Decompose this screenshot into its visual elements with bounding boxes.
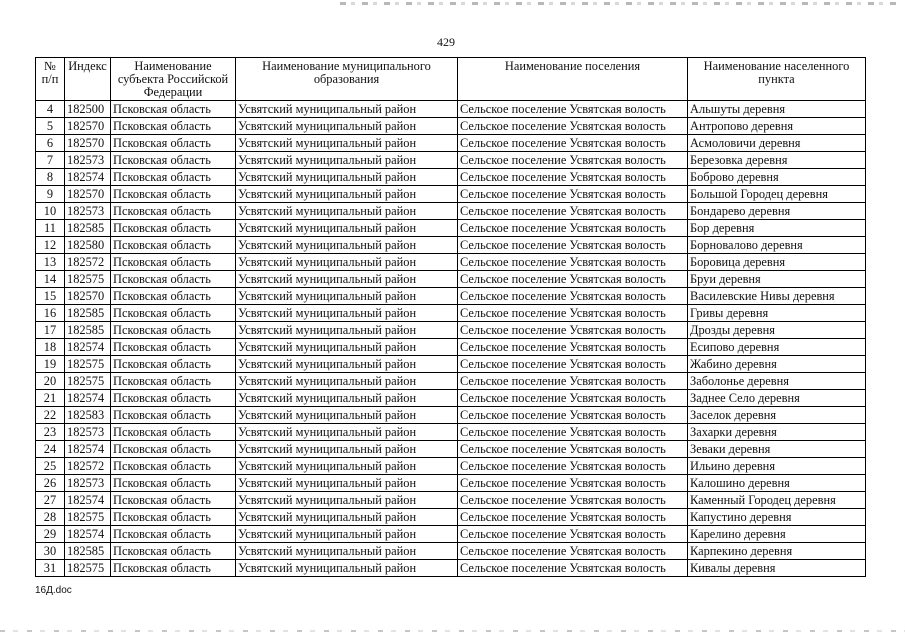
row-num: 9 bbox=[36, 186, 65, 203]
table-row bbox=[36, 492, 866, 509]
header-settlement: Наименование поселения bbox=[458, 58, 688, 101]
row-locality: Гривы деревня bbox=[688, 305, 866, 322]
row-subject: Псковская область bbox=[111, 152, 236, 169]
row-settlement: Сельское поселение Усвятская волость bbox=[458, 356, 688, 373]
row-num: 25 bbox=[36, 458, 65, 475]
row-locality: Василевские Нивы деревня bbox=[688, 288, 866, 305]
row-settlement: Сельское поселение Усвятская волость bbox=[458, 118, 688, 135]
table-header-row bbox=[36, 58, 866, 101]
row-index: 182583 bbox=[65, 407, 111, 424]
table-row bbox=[36, 220, 866, 237]
row-settlement: Сельское поселение Усвятская волость bbox=[458, 288, 688, 305]
header-locality: Наименование населенного пункта bbox=[688, 58, 866, 101]
row-settlement: Сельское поселение Усвятская волость bbox=[458, 169, 688, 186]
row-settlement: Сельское поселение Усвятская волость bbox=[458, 543, 688, 560]
row-locality: Захарки деревня bbox=[688, 424, 866, 441]
row-settlement: Сельское поселение Усвятская волость bbox=[458, 186, 688, 203]
row-subject: Псковская область bbox=[111, 186, 236, 203]
table-row bbox=[36, 271, 866, 288]
row-index: 182574 bbox=[65, 526, 111, 543]
row-num: 28 bbox=[36, 509, 65, 526]
header-index: Индекс bbox=[65, 58, 111, 101]
row-settlement: Сельское поселение Усвятская волость bbox=[458, 339, 688, 356]
row-index: 182575 bbox=[65, 356, 111, 373]
row-num: 24 bbox=[36, 441, 65, 458]
row-settlement: Сельское поселение Усвятская волость bbox=[458, 492, 688, 509]
row-locality: Калошино деревня bbox=[688, 475, 866, 492]
table-row bbox=[36, 407, 866, 424]
table-row bbox=[36, 356, 866, 373]
header-municipality: Наименование муниципального образования bbox=[236, 58, 458, 101]
row-locality: Большой Городец деревня bbox=[688, 186, 866, 203]
row-index: 182574 bbox=[65, 339, 111, 356]
row-municipality: Усвятский муниципальный район bbox=[236, 543, 458, 560]
row-settlement: Сельское поселение Усвятская волость bbox=[458, 373, 688, 390]
row-subject: Псковская область bbox=[111, 203, 236, 220]
row-settlement: Сельское поселение Усвятская волость bbox=[458, 407, 688, 424]
table-row bbox=[36, 169, 866, 186]
row-num: 12 bbox=[36, 237, 65, 254]
row-index: 182585 bbox=[65, 543, 111, 560]
row-settlement: Сельское поселение Усвятская волость bbox=[458, 271, 688, 288]
row-settlement: Сельское поселение Усвятская волость bbox=[458, 560, 688, 577]
row-index: 182570 bbox=[65, 118, 111, 135]
row-settlement: Сельское поселение Усвятская волость bbox=[458, 237, 688, 254]
row-subject: Псковская область bbox=[111, 509, 236, 526]
table-body bbox=[36, 101, 866, 577]
row-subject: Псковская область bbox=[111, 526, 236, 543]
row-settlement: Сельское поселение Усвятская волость bbox=[458, 390, 688, 407]
row-locality: Капустино деревня bbox=[688, 509, 866, 526]
row-subject: Псковская область bbox=[111, 135, 236, 152]
row-locality: Асмоловичи деревня bbox=[688, 135, 866, 152]
row-index: 182572 bbox=[65, 458, 111, 475]
row-subject: Псковская область bbox=[111, 288, 236, 305]
row-num: 6 bbox=[36, 135, 65, 152]
row-num: 7 bbox=[36, 152, 65, 169]
table-row bbox=[36, 339, 866, 356]
row-index: 182570 bbox=[65, 186, 111, 203]
row-index: 182575 bbox=[65, 271, 111, 288]
table-row bbox=[36, 135, 866, 152]
row-locality: Заселок деревня bbox=[688, 407, 866, 424]
row-locality: Карпекино деревня bbox=[688, 543, 866, 560]
row-index: 182573 bbox=[65, 424, 111, 441]
table-row bbox=[36, 458, 866, 475]
row-settlement: Сельское поселение Усвятская волость bbox=[458, 322, 688, 339]
row-municipality: Усвятский муниципальный район bbox=[236, 458, 458, 475]
row-locality: Бондарево деревня bbox=[688, 203, 866, 220]
row-municipality: Усвятский муниципальный район bbox=[236, 441, 458, 458]
table-row bbox=[36, 526, 866, 543]
row-municipality: Усвятский муниципальный район bbox=[236, 118, 458, 135]
row-subject: Псковская область bbox=[111, 254, 236, 271]
row-num: 31 bbox=[36, 560, 65, 577]
table-row bbox=[36, 152, 866, 169]
row-municipality: Усвятский муниципальный район bbox=[236, 475, 458, 492]
row-locality: Каменный Городец деревня bbox=[688, 492, 866, 509]
row-locality: Есипово деревня bbox=[688, 339, 866, 356]
row-num: 27 bbox=[36, 492, 65, 509]
row-locality: Альшуты деревня bbox=[688, 101, 866, 118]
row-municipality: Усвятский муниципальный район bbox=[236, 509, 458, 526]
row-municipality: Усвятский муниципальный район bbox=[236, 560, 458, 577]
row-municipality: Усвятский муниципальный район bbox=[236, 152, 458, 169]
row-municipality: Усвятский муниципальный район bbox=[236, 492, 458, 509]
row-settlement: Сельское поселение Усвятская волость bbox=[458, 101, 688, 118]
row-subject: Псковская область bbox=[111, 220, 236, 237]
row-municipality: Усвятский муниципальный район bbox=[236, 407, 458, 424]
row-subject: Псковская область bbox=[111, 118, 236, 135]
scan-artifact-top bbox=[340, 2, 900, 5]
row-num: 26 bbox=[36, 475, 65, 492]
row-municipality: Усвятский муниципальный район bbox=[236, 135, 458, 152]
row-subject: Псковская область bbox=[111, 373, 236, 390]
row-settlement: Сельское поселение Усвятская волость bbox=[458, 526, 688, 543]
row-settlement: Сельское поселение Усвятская волость bbox=[458, 203, 688, 220]
row-num: 8 bbox=[36, 169, 65, 186]
table-row bbox=[36, 118, 866, 135]
table-row bbox=[36, 288, 866, 305]
row-municipality: Усвятский муниципальный район bbox=[236, 254, 458, 271]
table-row bbox=[36, 509, 866, 526]
row-municipality: Усвятский муниципальный район bbox=[236, 373, 458, 390]
row-municipality: Усвятский муниципальный район bbox=[236, 526, 458, 543]
row-num: 21 bbox=[36, 390, 65, 407]
row-num: 23 bbox=[36, 424, 65, 441]
table-row bbox=[36, 101, 866, 118]
row-locality: Заднее Село деревня bbox=[688, 390, 866, 407]
header-subject: Наименование субъекта Российской Федерации bbox=[111, 58, 236, 101]
row-settlement: Сельское поселение Усвятская волость bbox=[458, 475, 688, 492]
row-subject: Псковская область bbox=[111, 441, 236, 458]
row-municipality: Усвятский муниципальный район bbox=[236, 237, 458, 254]
row-index: 182585 bbox=[65, 322, 111, 339]
row-subject: Псковская область bbox=[111, 390, 236, 407]
row-num: 29 bbox=[36, 526, 65, 543]
row-index: 182575 bbox=[65, 509, 111, 526]
row-subject: Псковская область bbox=[111, 458, 236, 475]
row-municipality: Усвятский муниципальный район bbox=[236, 424, 458, 441]
row-settlement: Сельское поселение Усвятская волость bbox=[458, 220, 688, 237]
row-index: 182580 bbox=[65, 237, 111, 254]
row-locality: Бор деревня bbox=[688, 220, 866, 237]
table-row bbox=[36, 543, 866, 560]
row-settlement: Сельское поселение Усвятская волость bbox=[458, 441, 688, 458]
table-row bbox=[36, 203, 866, 220]
row-subject: Псковская область bbox=[111, 322, 236, 339]
footer-filename: 16Д.doc bbox=[35, 585, 72, 596]
row-settlement: Сельское поселение Усвятская волость bbox=[458, 509, 688, 526]
row-num: 5 bbox=[36, 118, 65, 135]
row-subject: Псковская область bbox=[111, 237, 236, 254]
row-municipality: Усвятский муниципальный район bbox=[236, 203, 458, 220]
row-index: 182585 bbox=[65, 220, 111, 237]
row-index: 182573 bbox=[65, 203, 111, 220]
table-row bbox=[36, 322, 866, 339]
row-num: 18 bbox=[36, 339, 65, 356]
row-locality: Боровица деревня bbox=[688, 254, 866, 271]
table-row bbox=[36, 254, 866, 271]
row-settlement: Сельское поселение Усвятская волость bbox=[458, 424, 688, 441]
row-locality: Березовка деревня bbox=[688, 152, 866, 169]
row-subject: Псковская область bbox=[111, 560, 236, 577]
row-municipality: Усвятский муниципальный район bbox=[236, 305, 458, 322]
row-index: 182575 bbox=[65, 560, 111, 577]
row-subject: Псковская область bbox=[111, 424, 236, 441]
row-num: 4 bbox=[36, 101, 65, 118]
row-municipality: Усвятский муниципальный район bbox=[236, 186, 458, 203]
row-locality: Карелино деревня bbox=[688, 526, 866, 543]
row-locality: Жабино деревня bbox=[688, 356, 866, 373]
row-settlement: Сельское поселение Усвятская волость bbox=[458, 254, 688, 271]
row-subject: Псковская область bbox=[111, 271, 236, 288]
row-index: 182573 bbox=[65, 152, 111, 169]
row-locality: Заболонье деревня bbox=[688, 373, 866, 390]
row-index: 182573 bbox=[65, 475, 111, 492]
row-num: 30 bbox=[36, 543, 65, 560]
table-row bbox=[36, 390, 866, 407]
row-index: 182574 bbox=[65, 492, 111, 509]
row-subject: Псковская область bbox=[111, 492, 236, 509]
row-subject: Псковская область bbox=[111, 475, 236, 492]
row-index: 182570 bbox=[65, 135, 111, 152]
row-settlement: Сельское поселение Усвятская волость bbox=[458, 458, 688, 475]
row-municipality: Усвятский муниципальный район bbox=[236, 271, 458, 288]
page-number: 429 bbox=[437, 35, 455, 49]
row-index: 182500 bbox=[65, 101, 111, 118]
row-num: 15 bbox=[36, 288, 65, 305]
row-settlement: Сельское поселение Усвятская волость bbox=[458, 135, 688, 152]
row-municipality: Усвятский муниципальный район bbox=[236, 288, 458, 305]
row-num: 17 bbox=[36, 322, 65, 339]
row-municipality: Усвятский муниципальный район bbox=[236, 169, 458, 186]
row-num: 20 bbox=[36, 373, 65, 390]
row-index: 182575 bbox=[65, 373, 111, 390]
scan-artifact-bottom bbox=[0, 630, 905, 632]
row-settlement: Сельское поселение Усвятская волость bbox=[458, 305, 688, 322]
table-row bbox=[36, 475, 866, 492]
table-row bbox=[36, 186, 866, 203]
row-index: 182585 bbox=[65, 305, 111, 322]
table-row bbox=[36, 305, 866, 322]
row-subject: Псковская область bbox=[111, 339, 236, 356]
table-row bbox=[36, 560, 866, 577]
row-municipality: Усвятский муниципальный район bbox=[236, 339, 458, 356]
row-num: 10 bbox=[36, 203, 65, 220]
row-num: 14 bbox=[36, 271, 65, 288]
table-row bbox=[36, 441, 866, 458]
row-num: 16 bbox=[36, 305, 65, 322]
row-num: 11 bbox=[36, 220, 65, 237]
row-locality: Борновалово деревня bbox=[688, 237, 866, 254]
row-locality: Антропово деревня bbox=[688, 118, 866, 135]
row-locality: Дрозды деревня bbox=[688, 322, 866, 339]
row-index: 182572 bbox=[65, 254, 111, 271]
table-row bbox=[36, 237, 866, 254]
row-subject: Псковская область bbox=[111, 169, 236, 186]
row-num: 22 bbox=[36, 407, 65, 424]
row-index: 182570 bbox=[65, 288, 111, 305]
row-locality: Боброво деревня bbox=[688, 169, 866, 186]
row-subject: Псковская область bbox=[111, 356, 236, 373]
row-locality: Ильино деревня bbox=[688, 458, 866, 475]
row-subject: Псковская область bbox=[111, 305, 236, 322]
row-locality: Зеваки деревня bbox=[688, 441, 866, 458]
row-municipality: Усвятский муниципальный район bbox=[236, 356, 458, 373]
table-row bbox=[36, 373, 866, 390]
row-municipality: Усвятский муниципальный район bbox=[236, 101, 458, 118]
row-municipality: Усвятский муниципальный район bbox=[236, 322, 458, 339]
row-num: 19 bbox=[36, 356, 65, 373]
row-index: 182574 bbox=[65, 169, 111, 186]
row-index: 182574 bbox=[65, 390, 111, 407]
row-municipality: Усвятский муниципальный район bbox=[236, 390, 458, 407]
row-subject: Псковская область bbox=[111, 101, 236, 118]
row-subject: Псковская область bbox=[111, 543, 236, 560]
table-row bbox=[36, 424, 866, 441]
settlements-table bbox=[35, 57, 866, 577]
row-num: 13 bbox=[36, 254, 65, 271]
row-locality: Кивалы деревня bbox=[688, 560, 866, 577]
header-num: № п/п bbox=[36, 58, 65, 101]
row-index: 182574 bbox=[65, 441, 111, 458]
row-settlement: Сельское поселение Усвятская волость bbox=[458, 152, 688, 169]
row-municipality: Усвятский муниципальный район bbox=[236, 220, 458, 237]
row-subject: Псковская область bbox=[111, 407, 236, 424]
row-locality: Бруи деревня bbox=[688, 271, 866, 288]
